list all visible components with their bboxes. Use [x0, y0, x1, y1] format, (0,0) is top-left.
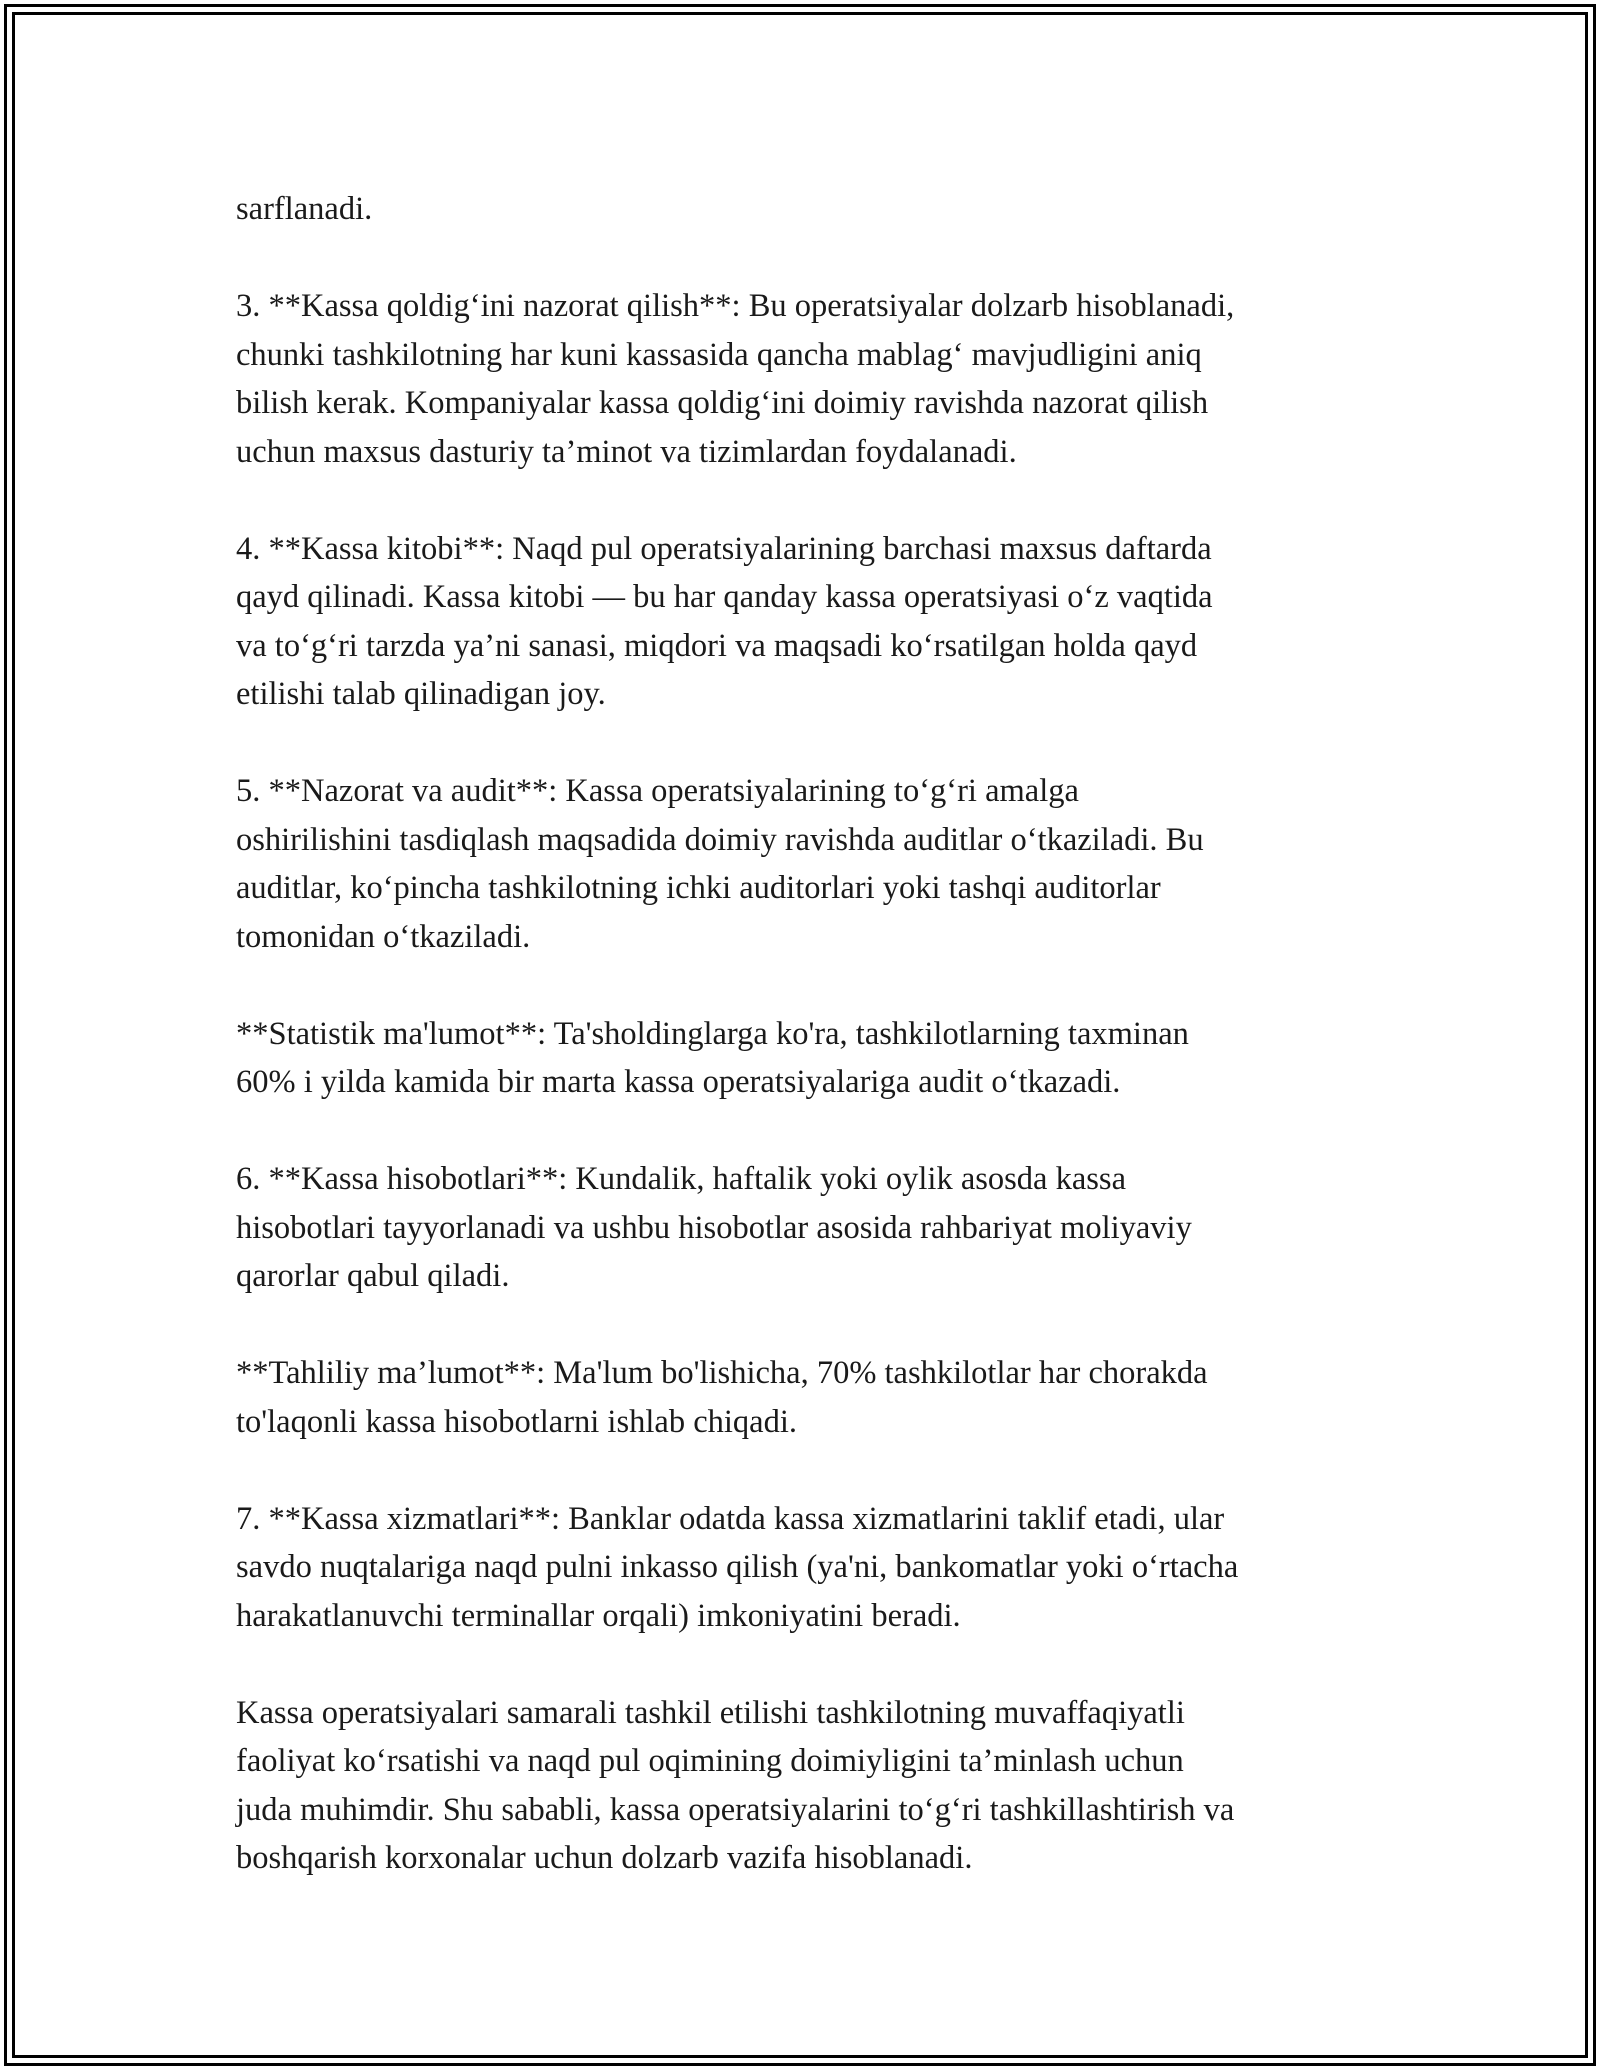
paragraph-analytical-info: **Tahliliy ma’lumot**: Ma'lum bo'lishicha, 70% tashkilotlar har chorakda to'laqonli kassa hisobotlarni ishlab chiqadi.	[236, 1355, 1208, 1440]
paragraph-item-3-cash-balance-control: 3. **Kassa qoldig‘ini nazorat qilish**: Bu operatsiyalar dolzarb hisoblanadi, chunki tashkilotning har kuni kassasida qancha mablag‘ mavjudligini aniq bilish kerak. Kompaniyalar kassa qoldig‘ini doimiy ravishda nazorat qilish uchun maxsus dasturiy ta’minot va tizimlardan foydalanadi.	[236, 288, 1235, 470]
paragraph-conclusion: Kassa operatsiyalari samarali tashkil etilishi tashkilotning muvaffaqiyatli faoliyat ko‘rsatishi va naqd pul oqimining doimiyligini ta’minlash uchun juda muhimdir. Shu sababli, kassa operatsiyalarini to‘g‘ri tashkillashtirish va boshqarish korxonalar uchun dolzarb vazifa hisoblanadi.	[236, 1694, 1235, 1876]
paragraph-item-7-cash-services: 7. **Kassa xizmatlari**: Banklar odatda kassa xizmatlarini taklif etadi, ular savdo nuqtalariga naqd pulni inkasso qilish (ya'ni, bankomatlar yoki o‘rtacha harakatlanuvchi terminallar orqali) imkoniyatini beradi.	[236, 1500, 1239, 1634]
paragraph-statistical-info: **Statistik ma'lumot**: Ta'sholdinglarga ko'ra, tashkilotlarning taxminan 60% i yilda kamida bir marta kassa operatsiyalariga audit o‘tkazadi.	[236, 1015, 1189, 1100]
paragraph-item-5-control-and-audit: 5. **Nazorat va audit**: Kassa operatsiyalarining to‘g‘ri amalga oshirilishini tasdiqlash maqsadida doimiy ravishda auditlar o‘tkaziladi. Bu auditlar, ko‘pincha tashkilotning ichki auditorlari yoki tashqi auditorlar tomonidan o‘tkaziladi.	[236, 773, 1204, 955]
paragraph-item-4-cash-book: 4. **Kassa kitobi**: Naqd pul operatsiyalarining barchasi maxsus daftarda qayd qilinadi. Kassa kitobi — bu har qanday kassa operatsiyasi o‘z vaqtida va to‘g‘ri tarzda ya’ni sanasi, miqdori va maqsadi ko‘rsatilgan holda qayd etilishi talab qilinadigan joy.	[236, 530, 1213, 712]
document-body	[236, 185, 1386, 1883]
paragraph-item-6-cash-reports: 6. **Kassa hisobotlari**: Kundalik, haftalik yoki oylik asosda kassa hisobotlari tayyorlanadi va ushbu hisobotlar asosida rahbariyat moliyaviy qarorlar qabul qiladi.	[236, 1161, 1192, 1294]
paragraph-continuation: sarflanadi.	[236, 191, 373, 227]
